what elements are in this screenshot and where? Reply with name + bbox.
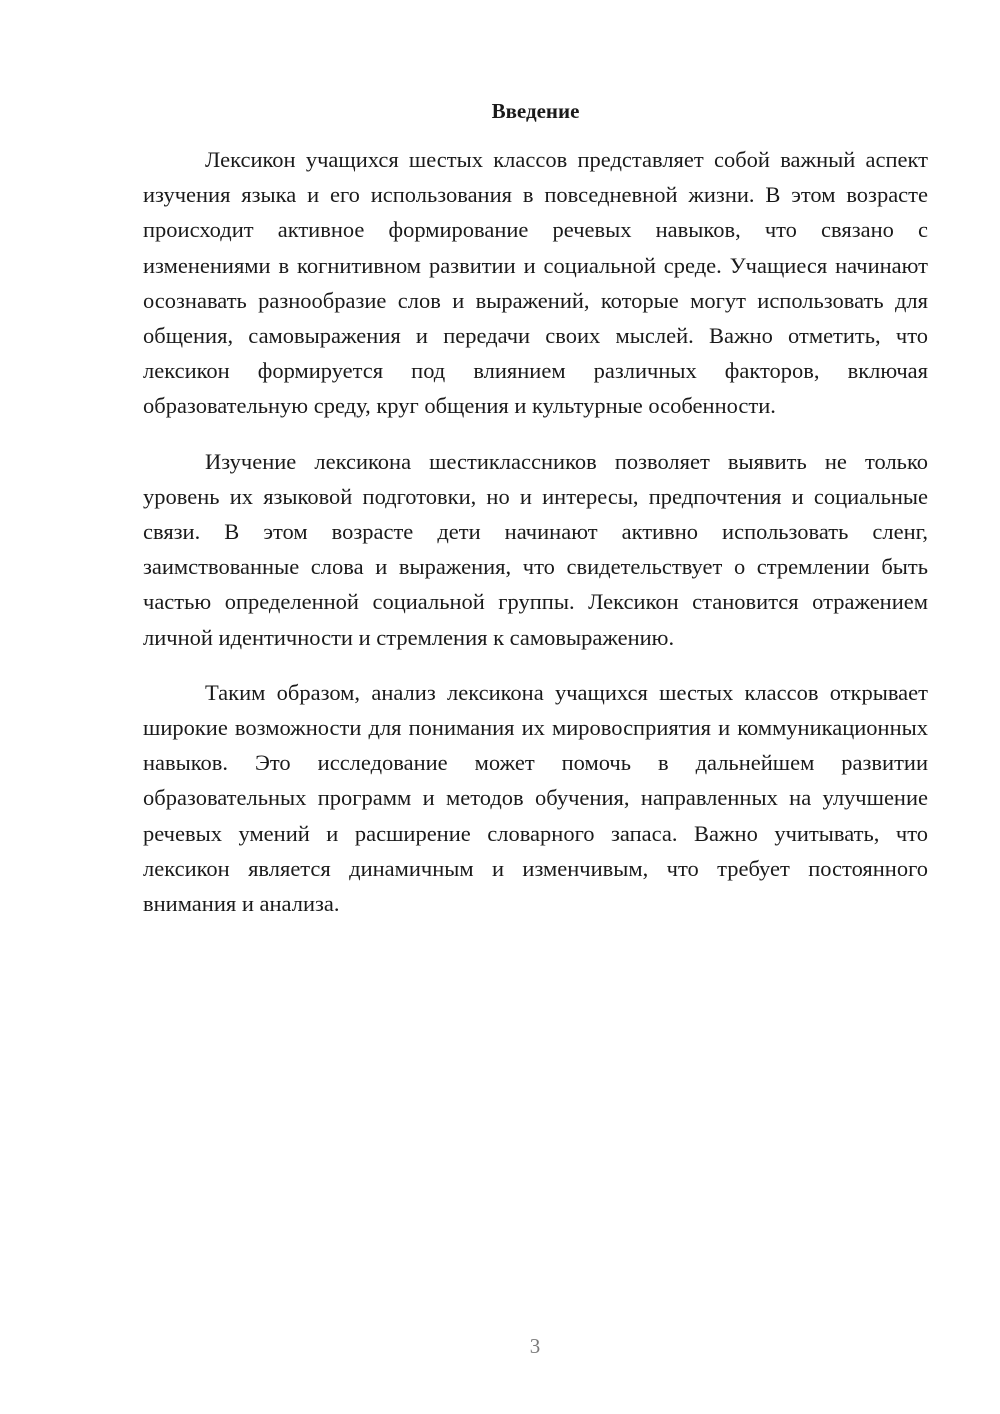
page-number: 3: [529, 1334, 541, 1358]
paragraph-3: Таким образом, анализ лексикона учащихся шестых классов открывает широкие возможности для понимания их мировосприятия и коммуникационных навыков. Это исследование может помочь в дальнейшем развитии образовательных программ и методов обучения, направленных на улучшение речевых умений и расширение словарного запаса. Важно учитывать, что лексикон является динамичным и изменчивым, что требует постоянного внимания и анализа.: [143, 679, 928, 917]
paragraph-2: Изучение лексикона шестиклассников позволяет выявить не только уровень их языковой подготовки, но и интересы, предпочтения и социальные связи. В этом возрасте дети начинают активно использовать сленг, заимствованные слова и выражения, что свидетельствует о стремлении быть частью определенной социальной группы. Лексикон становится отражением личной идентичности и стремления к самовыражению.: [143, 448, 928, 650]
paragraph-1: Лексикон учащихся шестых классов представляет собой важный аспект изучения языка и его использования в повседневной жизни. В этом возрасте происходит активное формирование речевых навыков, что связано с изменениями в когнитивном развитии и социальной среде. Учащиеся начинают осознавать разнообразие слов и выражений, которые могут использовать для общения, самовыражения и передачи своих мыслей. Важно отметить, что лексикон формируется под влиянием различных факторов, включая образовательную среду, круг общения и культурные особенности.: [143, 147, 928, 419]
body-text: [143, 142, 928, 921]
section-heading: Введение: [491, 99, 580, 123]
